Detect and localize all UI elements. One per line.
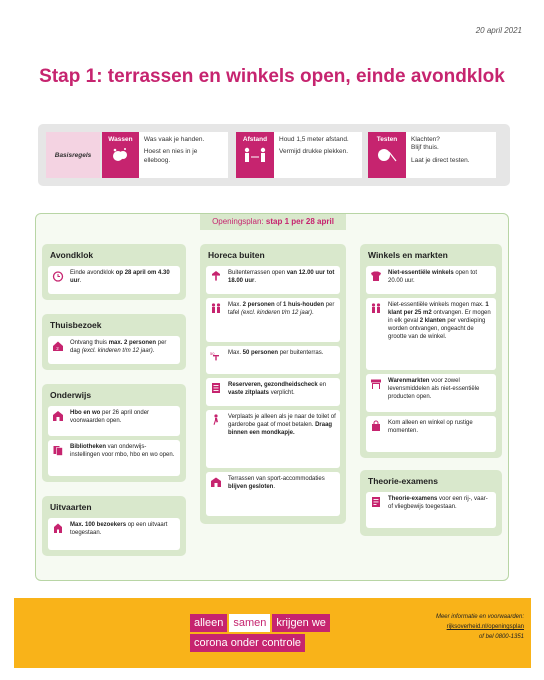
svg-text:50: 50 bbox=[210, 351, 215, 356]
rule-line: Hoest en nies in je elleboog. bbox=[143, 148, 198, 164]
page-title: Stap 1: terrassen en winkels open, einde avondklok bbox=[39, 66, 505, 87]
item-text: Verplaats je alleen als je naar de toilet of garderobe gaat of moet betalen. Draag binnen een mondkapje. bbox=[228, 414, 336, 437]
chapel-icon bbox=[52, 522, 64, 534]
rule-badge-label: Wassen bbox=[108, 136, 133, 143]
slogan bbox=[190, 614, 370, 654]
rule-wassen bbox=[102, 132, 228, 178]
item-text: Ontvang thuis max. 2 personen per dag (excl. kinderen t/m 12 jaar). bbox=[70, 340, 167, 355]
list-item bbox=[206, 378, 340, 406]
list-item bbox=[366, 266, 496, 294]
card-onderwijs bbox=[42, 384, 186, 482]
table-chairs-icon bbox=[210, 350, 222, 362]
list-item bbox=[206, 298, 340, 342]
card-title: Onderwijs bbox=[50, 390, 92, 400]
slogan-row-1 bbox=[190, 614, 370, 632]
card-winkels bbox=[360, 244, 502, 458]
item-text: Hbo en wo per 26 april onder voorwaarden open. bbox=[70, 410, 150, 425]
card-title: Theorie-examens bbox=[368, 476, 438, 486]
rule-testen bbox=[368, 132, 496, 178]
rule-badge-label: Testen bbox=[376, 136, 398, 143]
card-horeca bbox=[200, 244, 346, 524]
basisregels-panel bbox=[38, 124, 510, 186]
info-line: of bel 0800-1351 bbox=[478, 634, 524, 641]
item-text: Buitenterrassen open van 12.00 uur tot 18.00 uur. bbox=[228, 270, 335, 285]
list-item bbox=[206, 346, 340, 374]
rule-badge-testen bbox=[368, 132, 406, 178]
rule-line: Houd 1,5 meter afstand. bbox=[279, 136, 349, 143]
rule-text-wassen bbox=[139, 132, 228, 178]
card-uitvaarten bbox=[42, 496, 186, 556]
basisregels-label: Basisregels bbox=[46, 132, 100, 178]
test-swab-icon bbox=[377, 146, 397, 164]
distance-icon bbox=[243, 146, 267, 164]
shirt-icon bbox=[370, 270, 382, 282]
card-title: Winkels en markten bbox=[368, 250, 448, 260]
svg-text:2: 2 bbox=[56, 346, 59, 351]
item-text: Bibliotheken van onderwijs-instellingen voor mbo, hbo en wo open. bbox=[70, 444, 175, 459]
list-item bbox=[206, 266, 340, 294]
openingsplan-header bbox=[200, 214, 346, 230]
list-item bbox=[366, 416, 496, 452]
item-text: Kom alleen en winkel op rustige momenten. bbox=[388, 420, 473, 435]
item-text: Niet-essentiële winkels open tot 20.00 uur. bbox=[388, 270, 478, 285]
item-text: Warenmarkten voor zowel levensmiddelen als niet-essentiële producten open. bbox=[388, 378, 480, 401]
item-text: Theorie-examens voor een rij-, vaar- of vliegbewijs toegestaan. bbox=[388, 496, 488, 511]
info-link[interactable]: rijksoverheid.nl/openingsplan bbox=[446, 624, 524, 631]
item-text: Max. 50 personen per buitenterras. bbox=[228, 350, 324, 356]
card-title: Horeca buiten bbox=[208, 250, 265, 260]
header-bold: stap 1 per 28 april bbox=[265, 217, 334, 226]
rule-line: Was vaak je handen. bbox=[143, 136, 205, 143]
rule-line: Laat je direct testen. bbox=[411, 156, 470, 164]
publication-date: 20 april 2021 bbox=[475, 26, 522, 35]
footer-banner bbox=[14, 598, 531, 668]
list-item bbox=[366, 374, 496, 412]
closed-building-icon bbox=[210, 476, 222, 488]
list-item bbox=[206, 410, 340, 468]
item-text: Max. 100 bezoekers op een uitvaart toegestaan. bbox=[70, 522, 168, 537]
item-text: Max. 2 personen of 1 huis-houden per tafel (excl. kinderen t/m 12 jaar). bbox=[228, 302, 335, 317]
list-item bbox=[48, 406, 180, 436]
slogan-word: krijgen we bbox=[272, 614, 330, 632]
shopping-bag-icon bbox=[370, 420, 382, 432]
card-title: Uitvaarten bbox=[50, 502, 92, 512]
market-stall-icon bbox=[370, 378, 382, 390]
list-item bbox=[48, 440, 180, 476]
terrace-table-icon bbox=[210, 270, 222, 282]
header-plain: Openingsplan: bbox=[212, 217, 266, 226]
rule-badge-label: Afstand bbox=[242, 136, 268, 143]
footer-info bbox=[406, 612, 524, 643]
rule-text-testen bbox=[406, 132, 475, 178]
card-theorie-examens bbox=[360, 470, 502, 536]
card-title: Thuisbezoek bbox=[50, 320, 102, 330]
list-item bbox=[366, 492, 496, 528]
list-item bbox=[48, 518, 180, 550]
exam-document-icon bbox=[370, 496, 382, 508]
slogan-word: samen bbox=[229, 614, 270, 632]
card-thuisbezoek bbox=[42, 314, 186, 370]
hand-wash-icon bbox=[110, 146, 130, 164]
info-line: Meer informatie en voorwaarden: bbox=[435, 614, 524, 620]
school-building-icon bbox=[52, 410, 64, 422]
item-text: Einde avondklok op 28 april om 4.30 uur. bbox=[70, 270, 170, 285]
card-title: Avondklok bbox=[50, 250, 94, 260]
checklist-icon bbox=[210, 382, 222, 394]
slogan-word: corona onder controle bbox=[190, 634, 305, 652]
slogan-word: alleen bbox=[190, 614, 227, 632]
alarm-clock-icon bbox=[52, 270, 64, 282]
two-people-icon bbox=[370, 302, 382, 314]
rule-badge-afstand bbox=[236, 132, 274, 178]
item-text: Terrassen van sport-accommodaties blijven gesloten. bbox=[228, 476, 325, 491]
slogan-row-2 bbox=[190, 634, 370, 652]
two-people-icon bbox=[210, 302, 222, 314]
rule-afstand bbox=[236, 132, 362, 178]
rule-badge-wassen bbox=[102, 132, 139, 178]
walking-person-icon bbox=[210, 414, 222, 426]
rule-line: Klachten? Blijf thuis. bbox=[411, 136, 440, 152]
item-text: Niet-essentiële winkels mogen max. 1 klant per 25 m2 ontvangen. Er mogen in elk geval 2 klanten per verdieping worden ontvangen, ongeacht de grootte van de winkel. bbox=[388, 302, 491, 341]
rule-line: Vermijd drukke plekken. bbox=[279, 148, 349, 156]
list-item bbox=[48, 266, 180, 294]
list-item bbox=[206, 472, 340, 516]
rule-text-afstand bbox=[274, 132, 354, 178]
item-text: Reserveren, gezondheidscheck en vaste zitplaats verplicht. bbox=[228, 382, 327, 397]
list-item bbox=[48, 336, 180, 364]
list-item bbox=[366, 298, 496, 370]
card-avondklok bbox=[42, 244, 186, 300]
books-icon bbox=[52, 444, 64, 456]
house-icon bbox=[52, 340, 64, 352]
